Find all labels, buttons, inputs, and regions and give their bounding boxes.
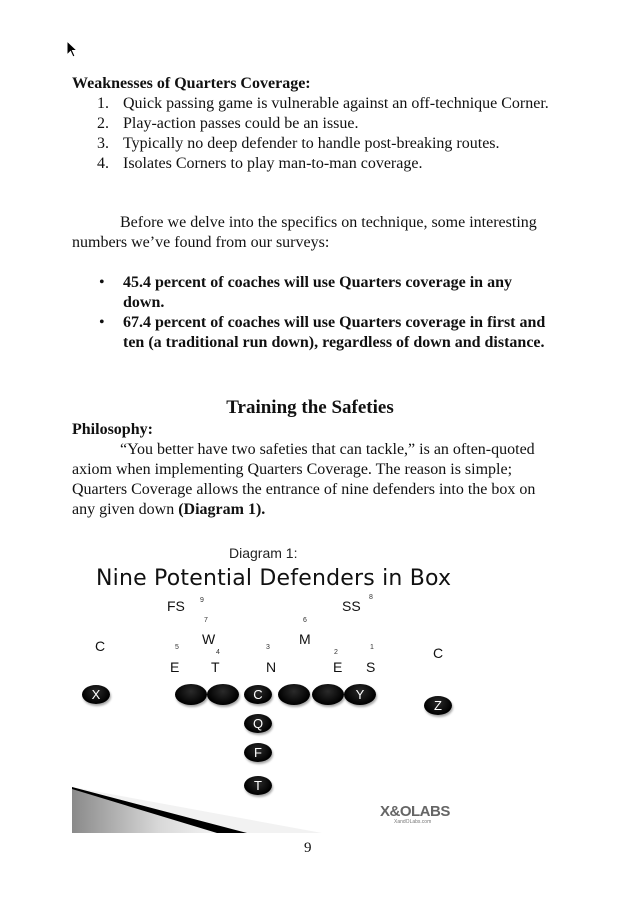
intro-paragraph	[72, 213, 552, 253]
list-number: 4.	[97, 155, 109, 172]
bullet-item	[72, 273, 552, 313]
weaknesses-list	[72, 94, 552, 174]
defender-e-right-number: 2	[334, 649, 338, 656]
bullet-item	[72, 313, 552, 353]
diagram-reference: (Diagram 1).	[178, 501, 266, 518]
offense-center: C	[244, 685, 272, 704]
decorative-wedge	[72, 785, 322, 833]
defender-s-number: 1	[370, 644, 374, 651]
defender-w-number: 7	[204, 617, 208, 624]
offense-lineman	[312, 684, 344, 705]
logo-main: X&OLABS	[380, 803, 450, 820]
page-number: 9	[304, 840, 312, 856]
defender-m: M	[299, 631, 311, 647]
offense-lineman	[207, 684, 239, 705]
list-text: Quick passing game is vulnerable against an off-technique Corner.	[123, 95, 549, 112]
list-item	[72, 94, 552, 114]
defender-ss-number: 8	[369, 594, 373, 601]
defender-fs: FS	[167, 598, 185, 614]
offense-z: Z	[424, 696, 452, 715]
offense-t: T	[244, 776, 272, 795]
defender-t-number: 4	[216, 649, 220, 656]
defender-e-left-number: 5	[175, 644, 179, 651]
defender-e-left: E	[170, 659, 180, 675]
philosophy-text: “You better have two safeties that can tackle,” is an often-quoted axiom when implementing Quarters Coverage. The reason is simple; Quarters Coverage allows the entrance of nine defenders into the box on any given down	[72, 441, 536, 518]
defender-n: N	[266, 659, 277, 675]
defender-m-number: 6	[303, 617, 307, 624]
list-text: Play-action passes could be an issue.	[123, 115, 359, 132]
defender-ss: SS	[342, 598, 361, 614]
list-item	[72, 114, 552, 134]
defender-fs-number: 9	[200, 597, 204, 604]
diagram-title: Nine Potential Defenders in Box	[96, 566, 452, 591]
list-item	[72, 134, 552, 154]
weaknesses-heading: Weaknesses of Quarters Coverage:	[72, 75, 311, 92]
defender-s: S	[366, 659, 376, 675]
diagram-label: Diagram 1:	[229, 545, 298, 561]
defender-t: T	[211, 659, 220, 675]
offense-x: X	[82, 685, 110, 704]
philosophy-heading: Philosophy:	[72, 421, 153, 438]
logo-sub: XandOLabs.com	[394, 819, 432, 825]
defender-corner-left: C	[95, 638, 106, 654]
offense-lineman	[278, 684, 310, 705]
bullet-text: 45.4 percent of coaches will use Quarters coverage in any down.	[123, 274, 512, 311]
mouse-cursor-icon	[66, 40, 80, 60]
section-title: Training the Safeties	[226, 397, 394, 418]
survey-bullet-list	[72, 273, 552, 353]
offense-f: F	[244, 743, 272, 762]
bullet-icon: •	[99, 314, 105, 331]
list-text: Typically no deep defender to handle post-breaking routes.	[123, 135, 500, 152]
bullet-icon: •	[99, 274, 105, 291]
offense-lineman	[175, 684, 207, 705]
bullet-text: 67.4 percent of coaches will use Quarters coverage in first and ten (a traditional run down), regardless of down and distance.	[123, 314, 546, 351]
intro-paragraph-text: Before we delve into the specifics on technique, some interesting numbers we’ve found from our surveys:	[72, 214, 537, 251]
defender-e-right: E	[333, 659, 343, 675]
xo-labs-logo	[380, 803, 450, 825]
defender-corner-right: C	[433, 645, 444, 661]
list-number: 1.	[97, 95, 109, 112]
list-number: 3.	[97, 135, 109, 152]
list-number: 2.	[97, 115, 109, 132]
defender-w: W	[202, 631, 216, 647]
offense-q: Q	[244, 714, 272, 733]
list-item	[72, 154, 552, 174]
philosophy-paragraph	[72, 440, 552, 520]
defender-n-number: 3	[266, 644, 270, 651]
list-text: Isolates Corners to play man-to-man coverage.	[123, 155, 423, 172]
offense-y: Y	[344, 684, 376, 705]
